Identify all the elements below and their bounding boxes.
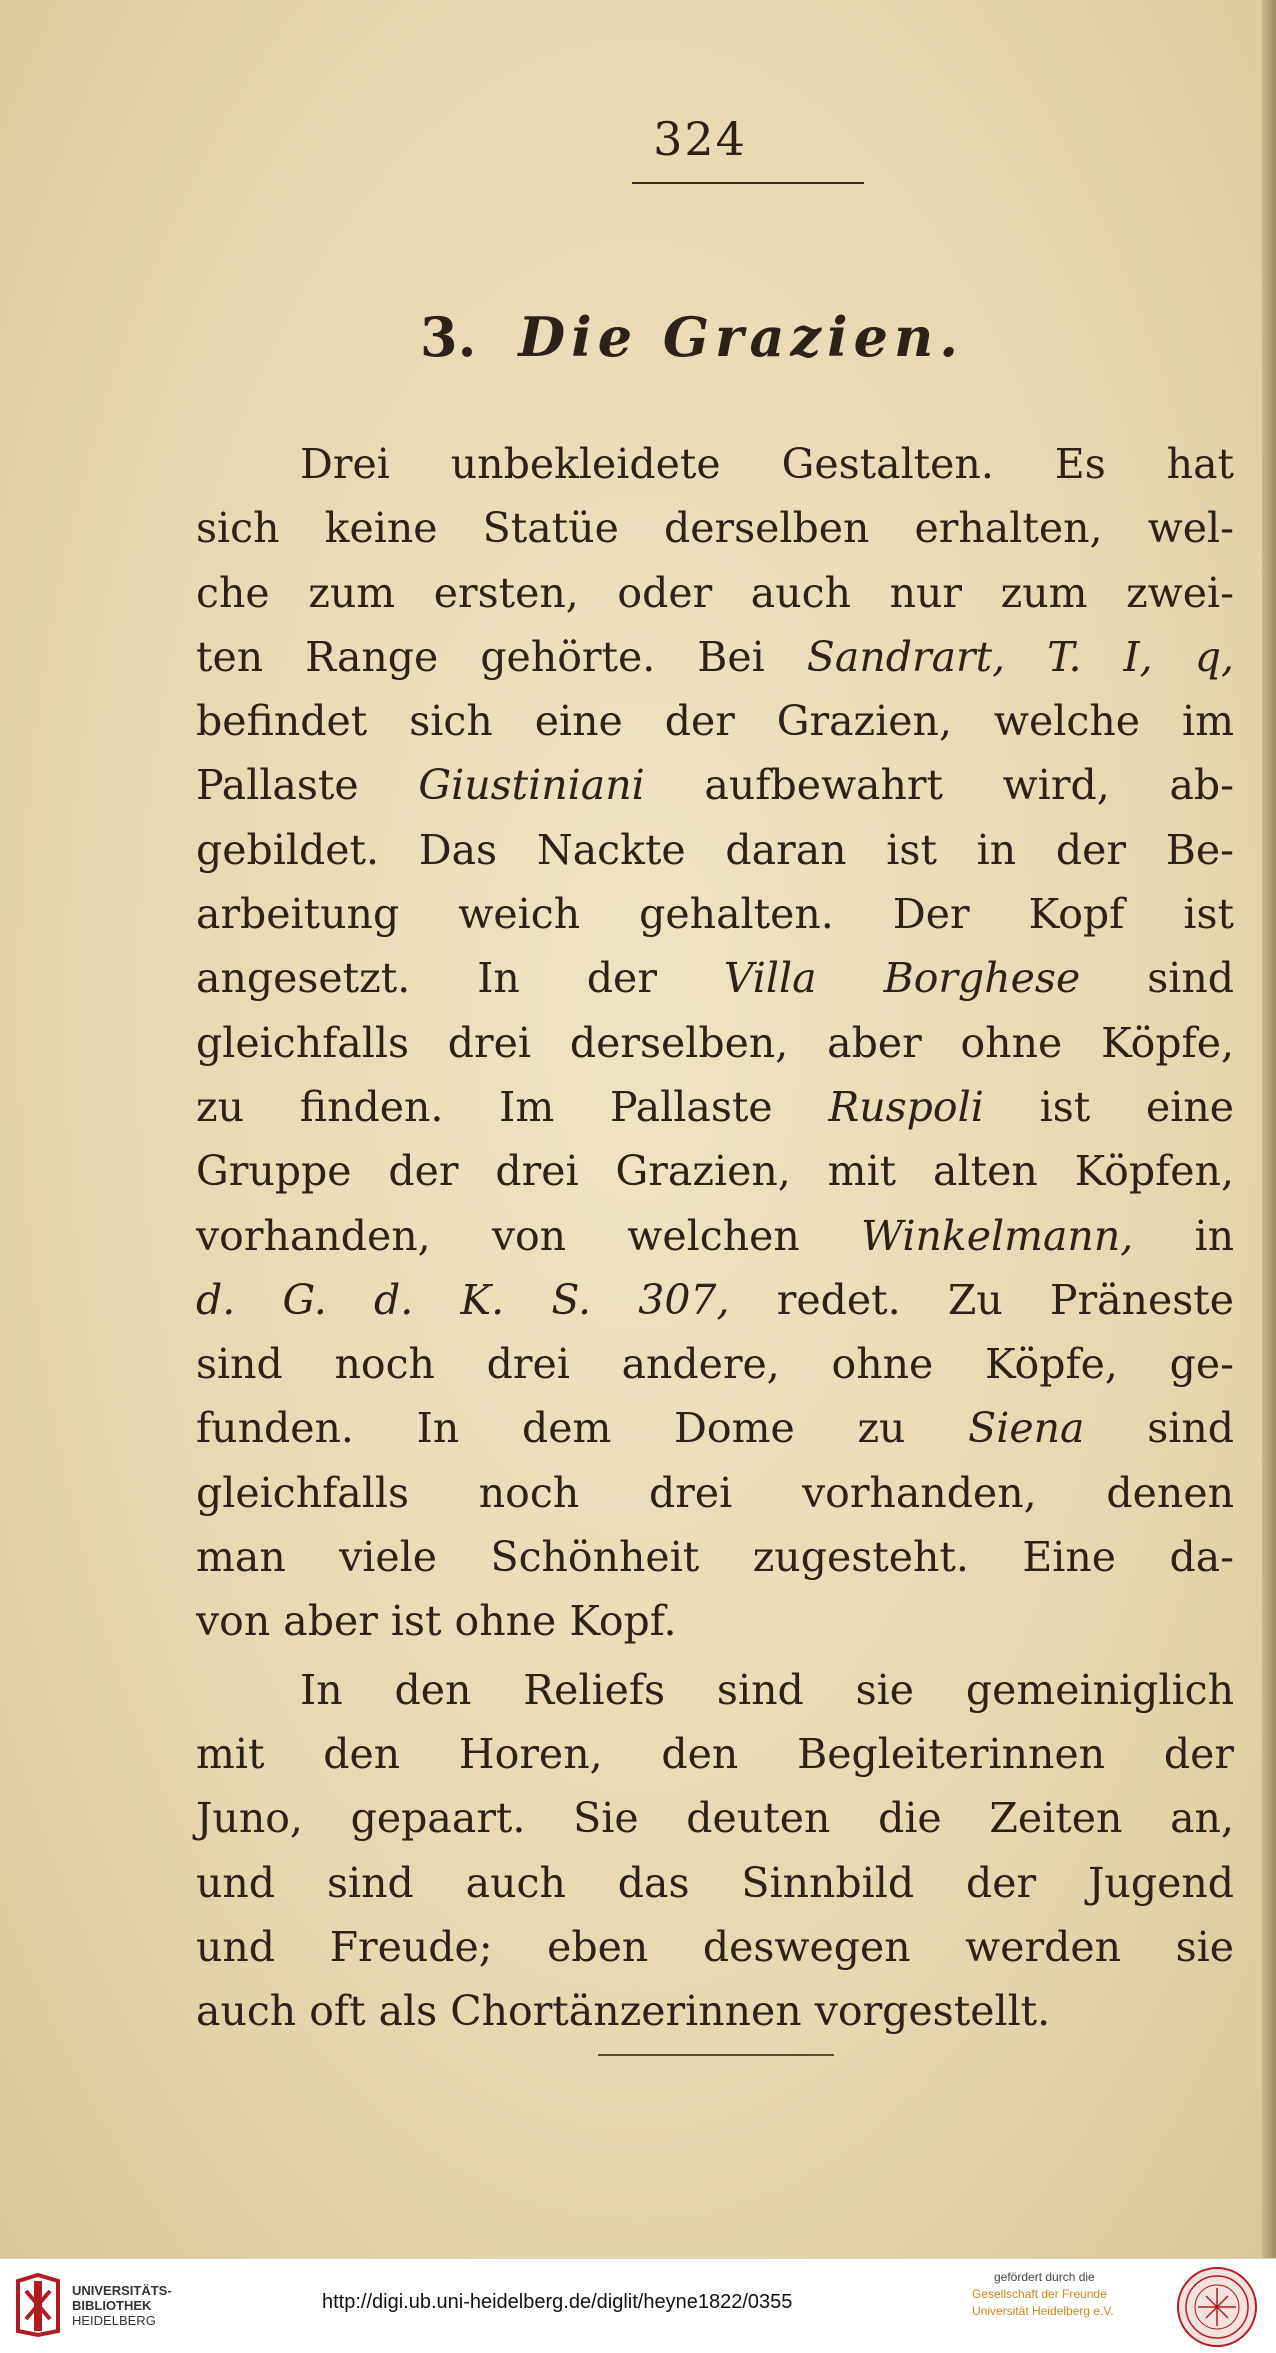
text-line <box>196 1075 1234 1139</box>
text-line <box>196 1332 1234 1396</box>
text-segment: sind <box>1084 1404 1234 1453</box>
text-segment-italic: Sandrart, T. I, q, <box>806 632 1234 681</box>
text-line <box>196 1204 1234 1268</box>
text-segment: zu finden. Im Pallaste <box>196 1082 829 1131</box>
text-line <box>196 1658 1234 1722</box>
page-number: 324 <box>653 112 747 166</box>
text-segment-italic: Siena <box>968 1404 1085 1453</box>
text-segment: mit den Horen, den Begleiterinnen der <box>196 1729 1234 1778</box>
text-segment-italic: Ruspoli <box>828 1082 984 1131</box>
text-segment: gebildet. Das Nackte daran ist in der Be- <box>196 825 1234 874</box>
text-segment: ten Range gehörte. Bei <box>196 632 807 681</box>
text-segment: in <box>1133 1211 1234 1260</box>
sponsor-org-line-2: Universität Heidelberg e.V. <box>972 2304 1114 2318</box>
text-segment: In den Reliefs sind sie gemeiniglich <box>300 1665 1234 1714</box>
text-line <box>196 1461 1234 1525</box>
text-line <box>196 1268 1234 1332</box>
text-segment: gleichfalls noch drei vorhanden, denen <box>196 1468 1234 1517</box>
text-line <box>196 1396 1234 1460</box>
text-segment: che zum ersten, oder auch nur zum zwei- <box>196 568 1234 617</box>
text-line <box>196 432 1234 496</box>
text-line <box>196 561 1234 625</box>
text-line <box>196 1722 1234 1786</box>
text-line <box>196 689 1234 753</box>
page-edge-shadow <box>1262 0 1276 2258</box>
text-segment: ist eine <box>983 1082 1234 1131</box>
text-segment: von aber ist ohne Kopf. <box>196 1597 677 1646</box>
text-segment: funden. In dem Dome zu <box>196 1404 969 1453</box>
closing-rule <box>598 2054 834 2056</box>
text-line <box>196 1589 1234 1653</box>
text-segment: und Freude; eben deswegen werden sie <box>196 1922 1234 1971</box>
library-name[interactable] <box>72 2283 172 2328</box>
text-segment: sind noch drei andere, ohne Köpfe, ge- <box>196 1340 1234 1389</box>
text-line <box>196 882 1234 946</box>
text-line <box>196 1011 1234 1075</box>
text-line <box>196 818 1234 882</box>
text-segment: redet. Zu Präneste <box>729 1275 1235 1324</box>
section-title: Die Grazien. <box>518 305 965 369</box>
sponsor-org-line-1: Gesellschaft der Freunde <box>972 2287 1107 2301</box>
text-segment: angesetzt. In der <box>196 954 724 1003</box>
text-line <box>196 1786 1234 1850</box>
body-text <box>196 432 1234 2043</box>
library-name-line-3: HEIDELBERG <box>72 2313 156 2328</box>
text-segment: vorhanden, von welchen <box>196 1211 861 1260</box>
text-segment-italic: Giustiniani <box>418 761 645 810</box>
text-line <box>196 946 1234 1010</box>
text-segment: Juno, gepaart. Sie deuten die Zeiten an, <box>196 1794 1234 1843</box>
library-name-line-2: BIBLIOTHEK <box>72 2298 152 2313</box>
text-segment-italic: d. G. d. K. S. 307, <box>196 1275 730 1324</box>
text-segment: Pallaste <box>196 761 419 810</box>
text-segment: man viele Schönheit zugesteht. Eine da- <box>196 1533 1234 1582</box>
text-segment: befindet sich eine der Grazien, welche im <box>196 697 1234 746</box>
library-name-line-1: UNIVERSITÄTS- <box>72 2283 172 2298</box>
text-segment: arbeitung weich gehalten. Der Kopf ist <box>196 890 1234 939</box>
text-segment: sind <box>1080 954 1235 1003</box>
digitization-footer <box>0 2258 1276 2353</box>
page-number-rule <box>632 182 864 184</box>
text-segment: auch oft als Chortänzerinnen vorgestellt. <box>196 1987 1051 2036</box>
text-segment: gleichfalls drei derselben, aber ohne Köpfe, <box>196 1018 1234 1067</box>
text-segment: Drei unbekleidete Gestalten. Es hat <box>300 440 1234 488</box>
university-seal-icon <box>1176 2266 1258 2348</box>
permalink-url[interactable]: http://digi.ub.uni-heidelberg.de/diglit/heyne1822/0355 <box>322 2291 793 2313</box>
sponsor-credit[interactable] <box>972 2269 1172 2320</box>
text-line <box>196 496 1234 560</box>
text-line <box>196 1139 1234 1203</box>
text-line <box>196 625 1234 689</box>
text-segment: Gruppe der drei Grazien, mit alten Köpfen, <box>196 1147 1234 1196</box>
text-segment: sich keine Statüe derselben erhalten, wel- <box>196 504 1234 553</box>
section-heading <box>420 305 1140 369</box>
text-segment: aufbewahrt wird, ab- <box>644 761 1235 810</box>
section-number: 3. <box>420 305 477 369</box>
sponsor-lead: gefördert durch die <box>994 2270 1095 2284</box>
text-segment-italic: Villa Borghese <box>723 954 1081 1003</box>
text-line <box>196 753 1234 817</box>
text-line <box>196 1915 1234 1979</box>
library-logo-icon[interactable] <box>14 2273 62 2337</box>
text-segment: und sind auch das Sinnbild der Jugend <box>196 1858 1234 1907</box>
text-line <box>196 1851 1234 1915</box>
text-segment-italic: Winkelmann, <box>860 1211 1134 1260</box>
text-line <box>196 1525 1234 1589</box>
text-line <box>196 1979 1234 2043</box>
